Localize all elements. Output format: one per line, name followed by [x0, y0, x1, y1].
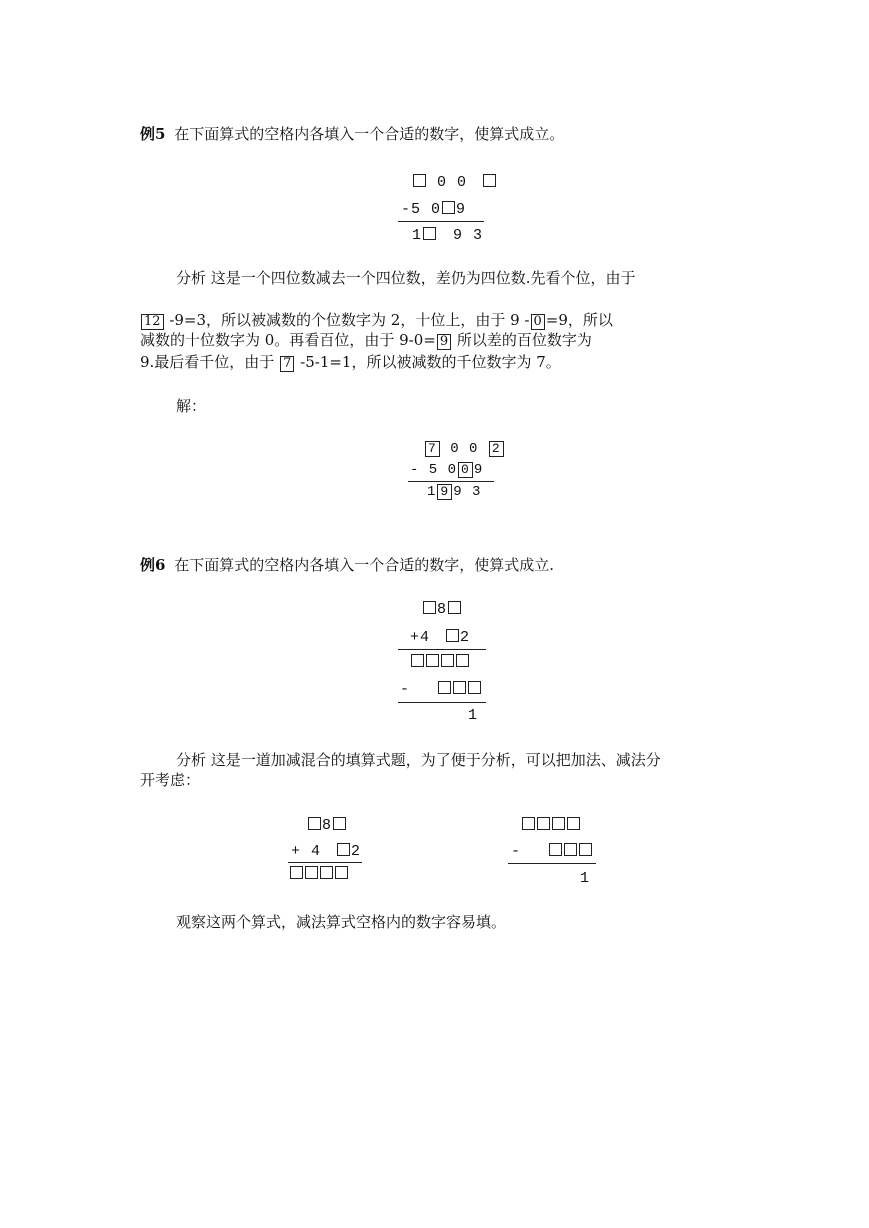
ex6-analysis-line2: 开考虑：: [140, 771, 201, 789]
ex6-sub-row3: 1: [580, 870, 591, 887]
example6-label: 例6: [140, 556, 166, 574]
ex5-row2-last: 9: [456, 201, 467, 218]
ex5-analysis-text: =9，所以: [545, 311, 613, 329]
ex5-analysis-line1: 分析 这是一个四位数减去一个四位数，差仍为四位数.先看个位，由于: [176, 269, 636, 287]
ex6-row4-sign: -: [400, 681, 411, 698]
ex6-row2-last: 2: [460, 629, 471, 646]
blank-box: [423, 601, 436, 614]
blank-box: [335, 866, 348, 879]
example5-instruction: 在下面算式的空格内各填入一个合适的数字，使算式成立。: [174, 125, 565, 143]
ex5-analysis-text: -9=3，所以被减数的个位数字为 2，十位上，由于 9 -: [164, 311, 530, 329]
blank-box: [446, 629, 459, 642]
ex6-observe: 观察这两个算式，减法算式空格内的数字容易填。: [176, 913, 507, 931]
blank-box: [448, 601, 461, 614]
ex6-sub-row2: [511, 843, 593, 859]
ex5-row3: [412, 227, 483, 243]
blank-box: [413, 174, 426, 187]
answer-box: 2: [489, 441, 504, 457]
blank-box: [423, 227, 436, 240]
ex5-solution-label: 解：: [176, 397, 207, 415]
ex5-row2-digits: -5 0: [401, 201, 442, 218]
blank-box: [522, 817, 535, 830]
answer-box: 12: [141, 314, 164, 330]
answer-box: 7: [425, 441, 440, 457]
blank-box: [483, 174, 496, 187]
blank-box: [564, 843, 577, 856]
blank-box: [441, 654, 454, 667]
ex6-analysis-line1: 分析 这是一道加减混合的填算式题，为了便于分析，可以把加法、减法分: [176, 751, 661, 769]
ex5-sol-row3: [427, 484, 481, 500]
ex5-analysis-text: 9.最后看千位，由于: [140, 353, 280, 371]
ex5-rule: [398, 221, 484, 222]
blank-box: [290, 866, 303, 879]
ex5-sol-row3-first: 1: [427, 484, 437, 500]
ex6-add-row2: [291, 843, 361, 859]
ex6-row2: [410, 629, 470, 645]
answer-box: 9: [437, 484, 452, 500]
ex6-sub-rule: [508, 863, 596, 864]
blank-box: [456, 654, 469, 667]
ex5-analysis-line3: [140, 330, 592, 350]
ex5-analysis-text: 所以差的百位数字为: [452, 331, 592, 349]
blank-box: [567, 817, 580, 830]
blank-box: [549, 843, 562, 856]
example5-heading: [140, 127, 564, 142]
ex5-sol-row2: [410, 462, 483, 478]
blank-box: [537, 817, 550, 830]
ex6-add-row1-digit: 8: [322, 817, 333, 834]
ex6-row3: [410, 654, 470, 670]
ex6-rule1: [398, 649, 486, 650]
blank-box: [305, 866, 318, 879]
answer-box: 0: [531, 314, 545, 330]
ex5-row1: [412, 174, 497, 190]
blank-box: [333, 817, 346, 830]
ex5-sol-row1-digits: 0 0: [450, 441, 479, 457]
ex6-sub-row1: [521, 817, 581, 833]
ex6-add-row2-last: 2: [351, 843, 362, 860]
ex5-row3-digits: 9 3: [453, 227, 484, 244]
answer-box: 0: [458, 462, 473, 478]
ex5-row1-digits: 0 0: [437, 174, 468, 191]
ex6-row2-digits: +4: [410, 629, 431, 646]
blank-box: [320, 866, 333, 879]
ex6-add-row2-digits: + 4: [291, 843, 322, 860]
example6-heading: [140, 558, 554, 573]
ex5-sol-row3-digits: 9 3: [453, 484, 482, 500]
blank-box: [453, 681, 466, 694]
blank-box: [411, 654, 424, 667]
blank-box: [438, 681, 451, 694]
blank-box: [442, 201, 455, 214]
ex5-sol-row2-digits: - 5 0: [410, 462, 458, 478]
ex5-analysis-line2: [140, 310, 613, 330]
blank-box: [468, 681, 481, 694]
blank-box: [552, 817, 565, 830]
ex6-add-rule: [288, 862, 362, 863]
blank-box: [426, 654, 439, 667]
ex6-row5: 1: [468, 707, 479, 724]
ex5-row3-first: 1: [412, 227, 423, 244]
example5-label: 例5: [140, 125, 166, 143]
ex5-sol-rule: [408, 481, 494, 482]
ex5-analysis-line4: [140, 352, 561, 372]
example6-instruction: 在下面算式的空格内各填入一个合适的数字，使算式成立.: [174, 556, 554, 574]
ex6-add-row1: [307, 817, 347, 833]
ex6-sub-row2-sign: -: [511, 843, 522, 860]
ex5-analysis-text: -5-1=1，所以被减数的千位数字为 7。: [295, 353, 561, 371]
ex5-row2: [401, 201, 466, 217]
blank-box: [337, 843, 350, 856]
ex5-sol-row2-last: 9: [473, 462, 484, 478]
ex5-analysis-text: 减数的十位数字为 0。再看百位，由于 9-0=: [140, 331, 436, 349]
ex6-row4: [400, 681, 482, 697]
ex6-add-row3: [289, 866, 349, 882]
ex5-sol-row1: [424, 441, 505, 457]
ex6-rule2: [398, 702, 486, 703]
answer-box: 9: [437, 334, 451, 350]
ex6-row1-digit: 8: [437, 601, 448, 618]
blank-box: [308, 817, 321, 830]
answer-box: 7: [280, 356, 294, 372]
blank-box: [579, 843, 592, 856]
ex6-row1: [422, 601, 462, 617]
